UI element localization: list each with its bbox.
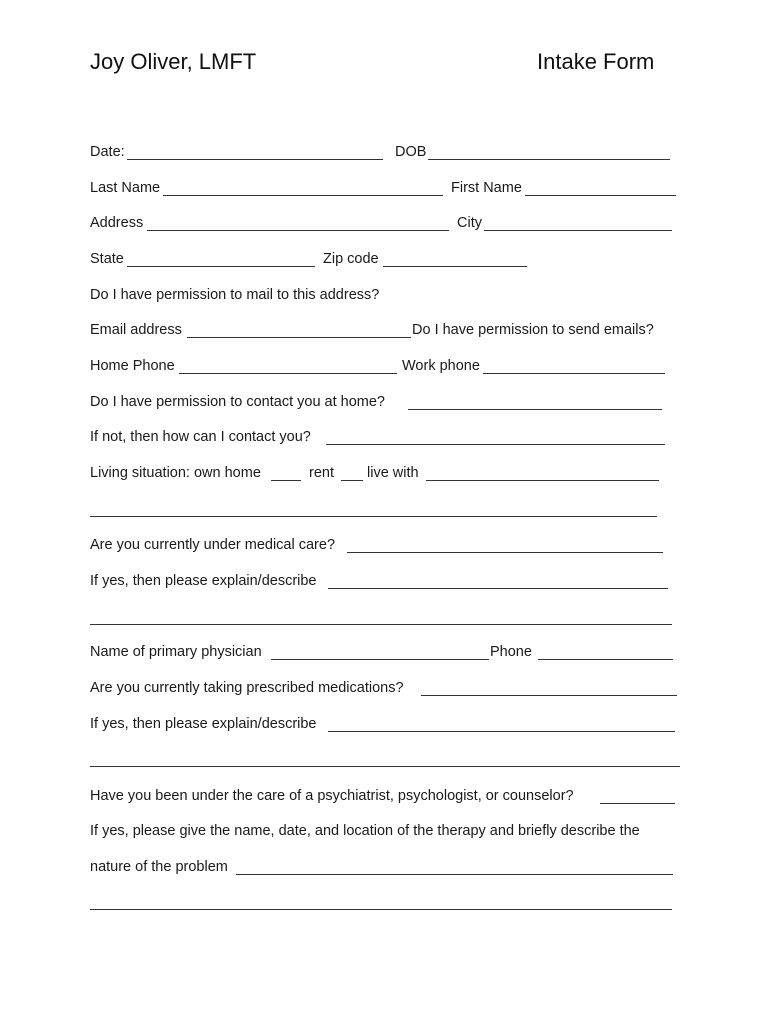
zip-label: Zip code	[323, 251, 379, 267]
form-title: Intake Form	[537, 49, 655, 74]
problem-nature-label: nature of the problem	[90, 859, 228, 875]
medical-explain-field[interactable]	[328, 588, 668, 589]
row-state-zip	[90, 251, 690, 271]
medical-explain-label: If yes, then please explain/describe	[90, 573, 317, 589]
row-address	[90, 215, 690, 235]
problem-nature-line-2[interactable]	[90, 909, 672, 910]
practitioner-name: Joy Oliver, LMFT	[90, 49, 257, 74]
row-name	[90, 180, 690, 200]
row-medical-explain	[90, 573, 690, 593]
last-name-label: Last Name	[90, 180, 161, 196]
row-prior-care-detail	[90, 823, 690, 843]
row-problem-nature	[90, 859, 690, 879]
contact-home-label: Do I have permission to contact you at home?	[90, 394, 385, 410]
row-email	[90, 322, 690, 342]
rent-label: rent	[309, 465, 334, 481]
row-prior-care	[90, 788, 690, 808]
problem-nature-field[interactable]	[236, 874, 673, 875]
email-permission-label: Do I have permission to send emails?	[412, 322, 654, 338]
row-medications-explain	[90, 716, 690, 736]
row-date-dob	[90, 144, 690, 164]
prior-care-detail-label: If yes, please give the name, date, and location of the therapy and briefly describe the	[90, 823, 640, 839]
row-phones	[90, 358, 690, 378]
rent-field[interactable]	[341, 480, 363, 481]
alt-contact-label: If not, then how can I contact you?	[90, 429, 311, 445]
row-contact-home	[90, 394, 690, 414]
medications-explain-label: If yes, then please explain/describe	[90, 716, 317, 732]
row-physician	[90, 644, 690, 664]
physician-phone-field[interactable]	[538, 659, 673, 660]
address-label: Address	[90, 215, 144, 231]
address-field[interactable]	[147, 230, 449, 231]
prior-care-label: Have you been under the care of a psychiatrist, psychologist, or counselor?	[90, 788, 574, 804]
row-medications	[90, 680, 690, 700]
medications-explain-field[interactable]	[328, 731, 675, 732]
alt-contact-field[interactable]	[326, 444, 665, 445]
last-name-field[interactable]	[163, 195, 443, 196]
row-alt-contact	[90, 429, 690, 449]
live-with-field[interactable]	[426, 480, 659, 481]
work-phone-field[interactable]	[483, 373, 665, 374]
work-phone-label: Work phone	[402, 358, 480, 374]
email-field[interactable]	[187, 337, 411, 338]
medications-label: Are you currently taking prescribed medications?	[90, 680, 404, 696]
dob-label: DOB	[395, 144, 427, 160]
dob-field[interactable]	[428, 159, 670, 160]
living-situation-label: Living situation: own home	[90, 465, 261, 481]
live-with-label: live with	[367, 465, 419, 481]
city-label: City	[457, 215, 482, 231]
living-situation-line-2[interactable]	[90, 516, 657, 517]
prior-care-field[interactable]	[600, 803, 675, 804]
medications-explain-line-2[interactable]	[90, 766, 680, 767]
own-home-field[interactable]	[271, 480, 301, 481]
city-field[interactable]	[484, 230, 672, 231]
physician-label: Name of primary physician	[90, 644, 262, 660]
mail-permission-label: Do I have permission to mail to this address?	[90, 287, 380, 303]
state-label: State	[90, 251, 124, 267]
medical-explain-line-2[interactable]	[90, 624, 672, 625]
row-mail-permission	[90, 287, 690, 307]
date-field[interactable]	[127, 159, 383, 160]
first-name-label: First Name	[451, 180, 522, 196]
contact-home-field[interactable]	[408, 409, 662, 410]
medications-field[interactable]	[421, 695, 677, 696]
date-label: Date:	[90, 144, 125, 160]
row-medical-care	[90, 537, 690, 557]
home-phone-field[interactable]	[179, 373, 397, 374]
state-field[interactable]	[127, 266, 315, 267]
zip-field[interactable]	[383, 266, 527, 267]
physician-field[interactable]	[271, 659, 489, 660]
medical-care-field[interactable]	[347, 552, 663, 553]
physician-phone-label: Phone	[490, 644, 532, 660]
first-name-field[interactable]	[525, 195, 676, 196]
medical-care-label: Are you currently under medical care?	[90, 537, 336, 553]
row-living-situation	[90, 465, 690, 485]
home-phone-label: Home Phone	[90, 358, 175, 374]
email-label: Email address	[90, 322, 182, 338]
